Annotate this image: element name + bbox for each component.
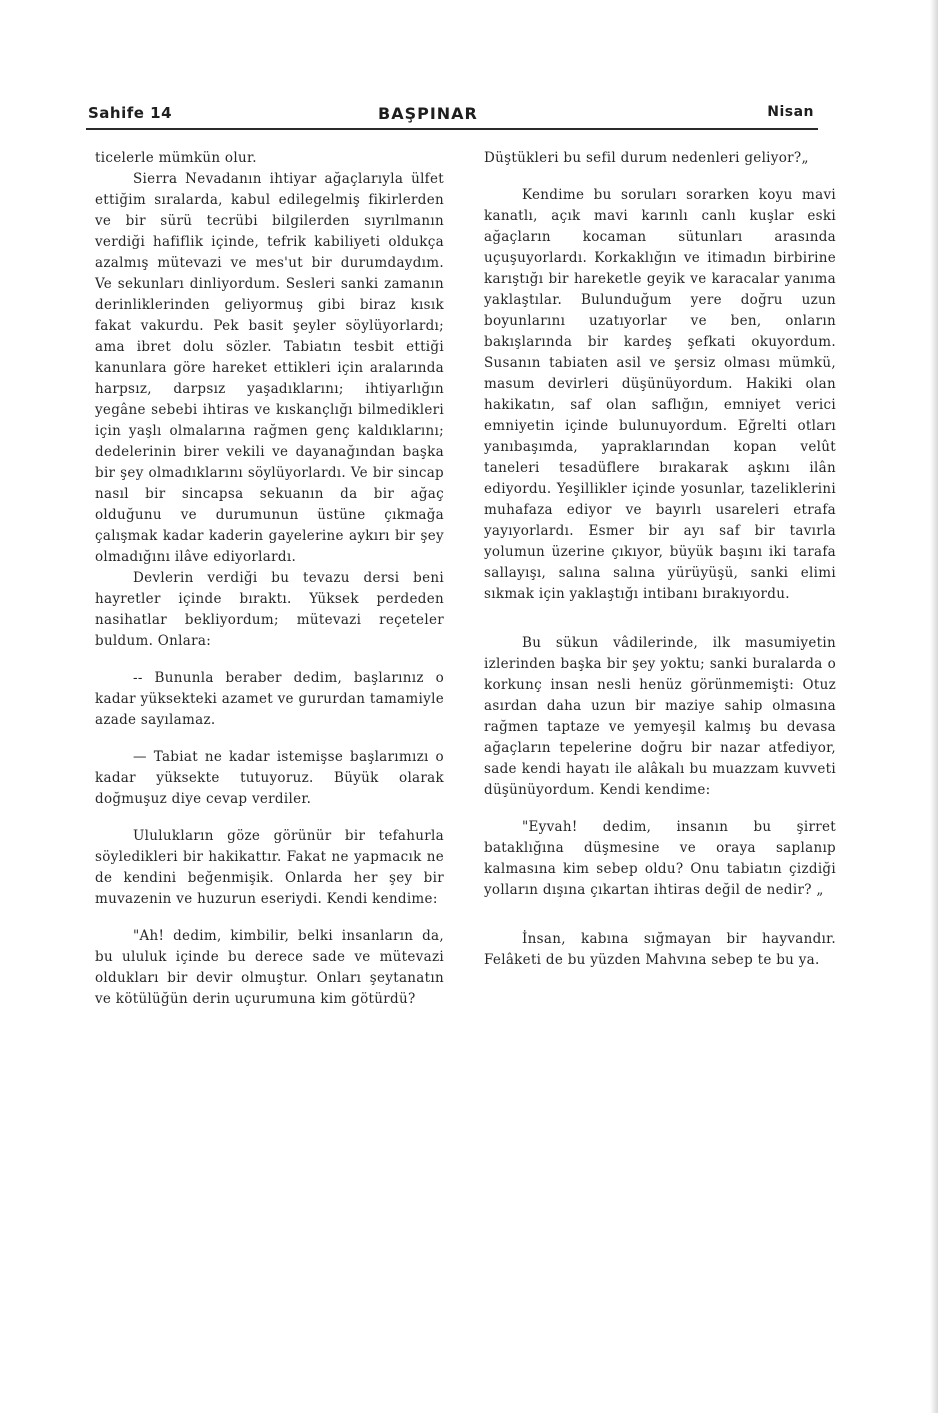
paragraph: İnsan, kabına sığmayan bir hayvandır. Felâketi de bu yüzden Mahvına sebep te bu ya. [484, 931, 836, 968]
dialogue-paragraph: — Tabiat ne kadar istemişse başlarımızı o kadar yüksekte tutuyoruz. Büyük olarak doğmuşuz diye cevap verdiler. [95, 749, 444, 807]
dialogue-paragraph: -- Bununla beraber dedim, başlarınız o kadar yüksekteki azamet ve gururdan tamamiyle azade sayılamaz. [95, 670, 444, 728]
page-header [88, 104, 814, 130]
left-column [95, 148, 444, 1010]
paragraph: Bu sükun vâdilerinde, ilk masumiyetin izlerinden başka bir şey yoktu; sanki buralarda o korkunç insan nesli henüz görünmemişti: Otuz asırdan daha uzun bir maziye sahip olmasına rağmen taptaze ve yemyeşil kalmış bu devasa ağaçların tepelerine doğru bir nazar atfediyor, sade kendi hayatı ile alâkalı bu muazzam kuvveti düşünüyordum. Kendi kendime: [484, 635, 836, 798]
quote-paragraph: "Eyvah! dedim, insanın bu şirret bataklığına düşmesine ve oraya saplanıp kalmasına kim sebep oldu? Onu tabiatın çizdiği yolların dışına çıkartan ihtiras değil de nedir? „ [484, 819, 836, 898]
issue-month: Nisan [767, 104, 814, 120]
magazine-title: BAŞPINAR [378, 104, 478, 123]
right-column [484, 148, 836, 971]
paragraph: Ululukların göze görünür bir tefahurla söyledikleri bir hakikattır. Fakat ne yapmacık ne de kendini beğenmişik. Onlarda her şey bir muvazenin ve huzurun eseriydi. Kendi kendime: [95, 828, 444, 907]
paragraph: ticelerle mümkün olur. [95, 150, 257, 166]
paragraph: Devlerin verdiği bu tevazu dersi beni hayretler içinde bıraktı. Yüksek perdeden nasihatlar bekliyordum; mütevazi reçeteler buldum. Onlara: [95, 570, 444, 649]
paragraph: Kendime bu soruları sorarken koyu mavi kanatlı, açık mavi karınlı canlı kuşlar eski ağaçların kocaman sütunları arasında uçuşuyorlardı. Korkaklığın ve itimadın birbirine karıştığı bir hareketle geyik ve karacalar yanıma yaklaştılar. Bulunduğum yere doğru uzun boyunlarını uzatıyorlar ve ben, onların bakışlarında bir kardeş şefkati okuyordum. Susanın tabiaten asil ve şersiz olması mümkü, masum devirleri düşünüyordum. Hakiki olan hakikatın, saf olan saflığın, emniyet verici emniyetin içinde bulunuyordum. Eğrelti otları yanıbaşımda, yapraklarından kopan velût taneleri tesadüflere bırakarak aşkını ilân ediyordu. Yeşillikler içinde yosunlar, tazeliklerini muhafaza ediyor ve bayırlı usareleri etrafa yayıyorlardı. Esmer bir ayı saf bir tavırla yolumun üzerine çıkıyor, büyük başını iki tarafa sallayışı, salına salına yürüyüşü, sanki elimi sıkmak için yaklaştığı intibanı bırakıyordu. [484, 187, 836, 602]
header-rule [86, 128, 818, 130]
quote-paragraph: "Ah! dedim, kimbilir, belki insanların da, bu ululuk içinde bu derece sade ve mütevazi oldukları bir devir olmuştur. Onları şeytanatın ve kötülüğün derin uçurumuna kim götürdü? [95, 928, 444, 1007]
paragraph: Sierra Nevadanın ihtiyar ağaçlarıyla ülfet ettiğim sıralarda, kabul edilegelmiş fikirlerden ve bir sürü tecrübi bilgilerden sıyrılmanın verdiği hafiflik içinde, tefrik kabiliyeti oldukça azalmış mütevazi ve mes'ut bir durumdaydım. Ve sekunları dinliyordum. Sesleri sanki zamanın derinliklerinden geliyormuş gibi biraz kısık fakat vakurdu. Pek basit şeyler söylüyorlardı; ama ibret dolu sözler. Tabiatın tesbit ettiği kanunlara göre hareket ettikleri için aralarında harpsız, darpsız yaşadıklarını; ihtiyarlığın yegâne sebebi ihtiras ve kıskançlığı bilmedikleri için yaşlı olmalarına rağmen genç kaldıklarını; dedelerinin birer vekili ve dayanağından başka bir şey olmadıklarını söylüyorlardı. Ve bir sincap nasıl bir sincapsa sekuanın da bir ağaç olduğunu ve durumunun üstüne çıkmağa çalışmak kadar kaderin gayelerine aykırı bir şey olmadığını ilâve ediyorlardı. [95, 171, 444, 565]
paragraph: Düştükleri bu sefil durum nedenleri geliyor?„ [484, 150, 809, 166]
page-number-label: Sahife 14 [88, 104, 173, 122]
